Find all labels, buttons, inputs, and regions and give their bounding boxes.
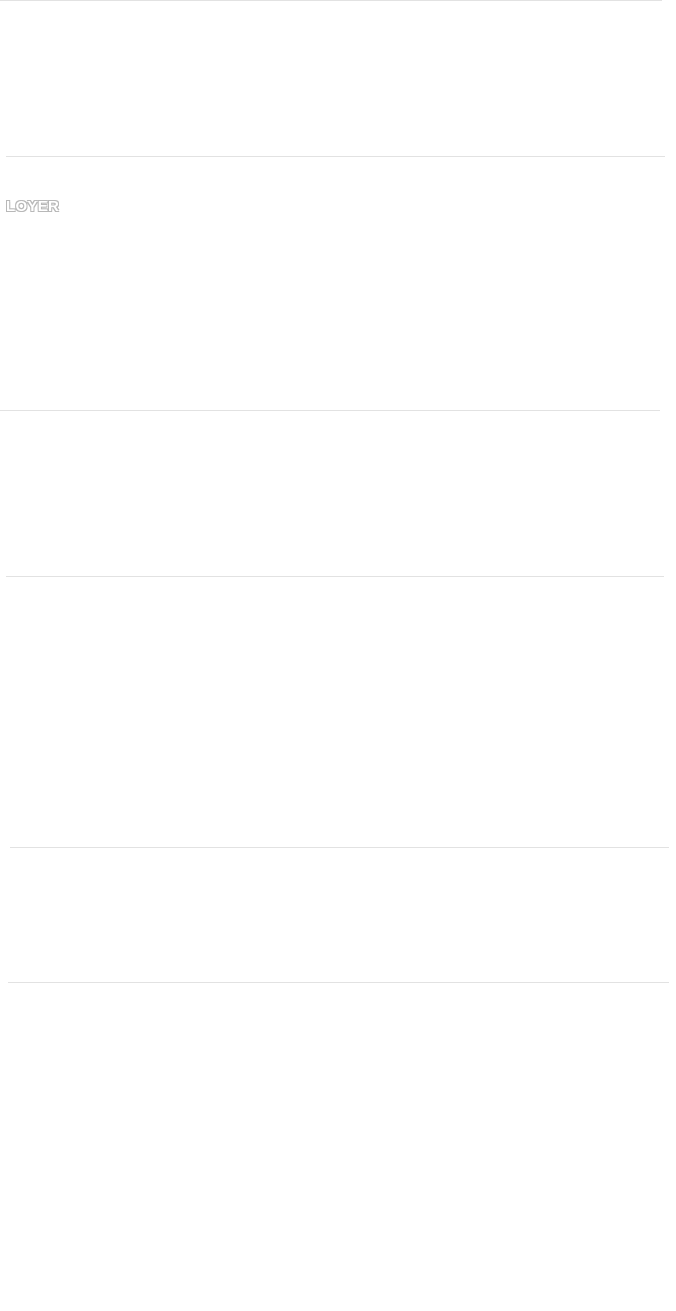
divider-line (0, 410, 660, 411)
divider-line (8, 982, 669, 983)
divider-line (10, 847, 669, 848)
divider-line (6, 576, 664, 577)
field-label-loyer: LOYER (6, 198, 60, 215)
divider-line (6, 156, 665, 157)
divider-line (0, 0, 662, 1)
